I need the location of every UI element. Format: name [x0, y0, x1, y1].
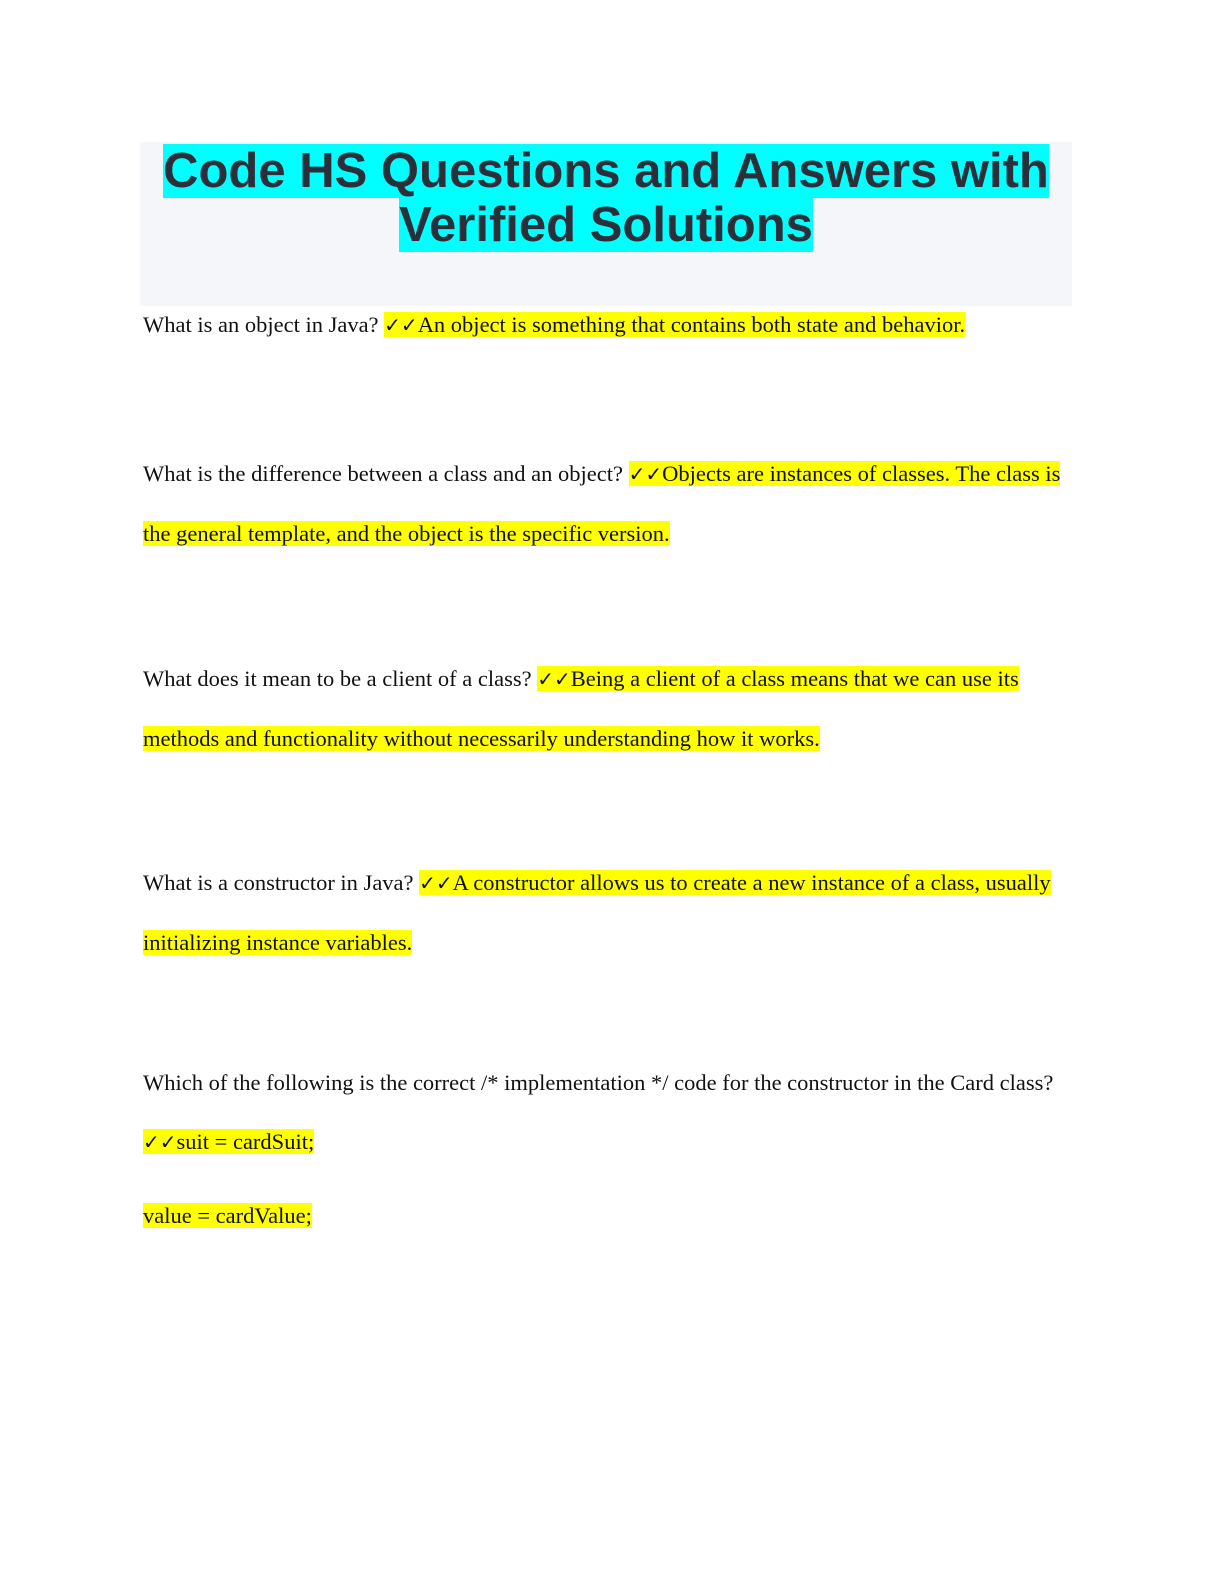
- question-text: What does it mean to be a client of a class?: [143, 666, 532, 691]
- answer-text: Being a client of a class means that we can use its methods and functionality without necessarily understanding how it works.: [143, 666, 1019, 751]
- answer-highlight: [143, 1129, 314, 1154]
- question-text: What is an object in Java?: [143, 312, 379, 337]
- title-line-2: Verified Solutions: [399, 198, 813, 252]
- qa-item-2: [143, 444, 1063, 563]
- qa-item-4: [143, 853, 1063, 972]
- check-icon: ✓✓: [384, 313, 418, 337]
- check-icon: ✓✓: [419, 871, 453, 895]
- answer-continuation: [143, 1201, 312, 1231]
- answer-extra-text: value = cardValue;: [143, 1203, 312, 1228]
- check-icon: ✓✓: [143, 1130, 177, 1154]
- check-icon: ✓✓: [537, 667, 571, 691]
- title-line-1: Code HS Questions and Answers with: [163, 144, 1049, 198]
- qa-item-3: [143, 649, 1063, 768]
- qa-item-5: [143, 1053, 1063, 1172]
- answer-text: suit = cardSuit;: [176, 1129, 315, 1154]
- answer-text: Objects are instances of classes. The class is the general template, and the object is the specific version.: [143, 461, 1061, 546]
- question-text: What is a constructor in Java?: [143, 870, 414, 895]
- check-icon: ✓✓: [628, 462, 663, 486]
- qa-item-1: [143, 295, 1063, 355]
- answer-text: A constructor allows us to create a new instance of a class, usually initializing instance variables.: [143, 870, 1051, 955]
- title-box: [140, 142, 1072, 306]
- question-text: Which of the following is the correct /* implementation */ code for the constructor in the Card class?: [143, 1070, 1054, 1095]
- answer-text: An object is something that contains both state and behavior.: [417, 312, 966, 337]
- question-text: What is the difference between a class and an object?: [143, 461, 623, 486]
- document-title: [140, 144, 1072, 252]
- answer-highlight: [384, 312, 965, 337]
